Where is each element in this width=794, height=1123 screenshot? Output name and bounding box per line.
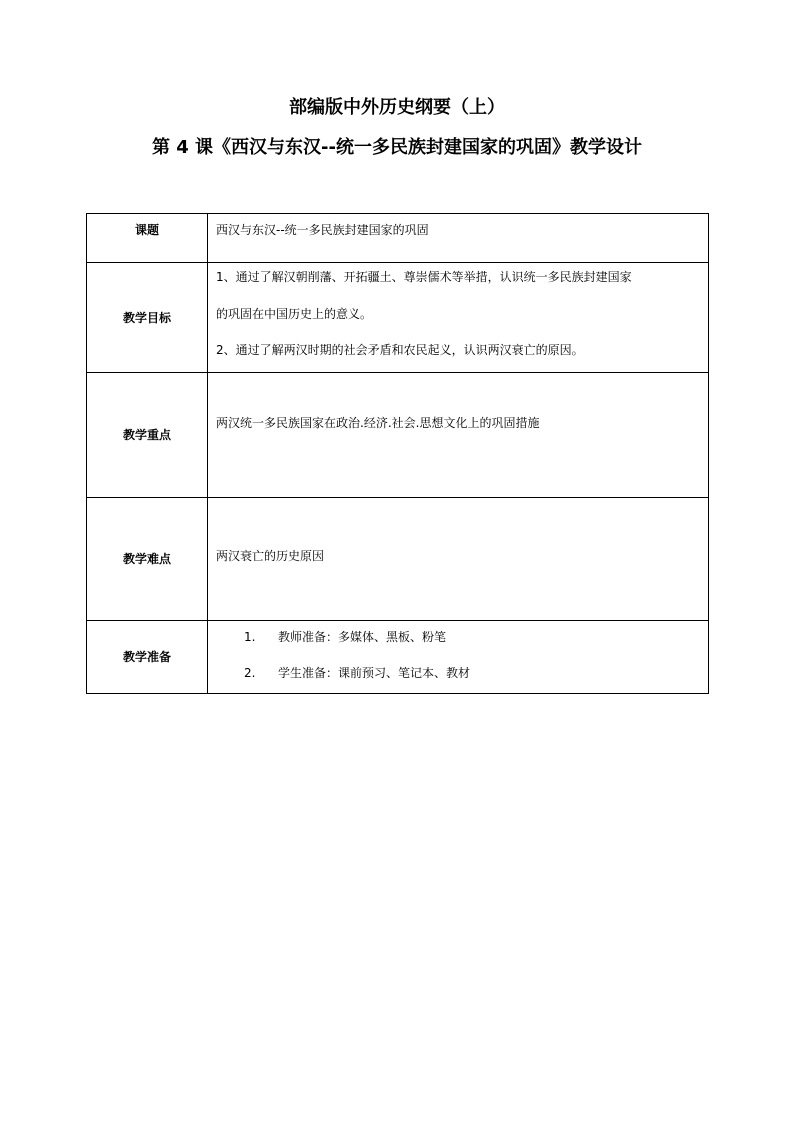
difficulties-label: 教学难点 bbox=[87, 498, 208, 621]
lesson-plan-table bbox=[86, 213, 709, 694]
list-item bbox=[216, 629, 702, 645]
goal-line-1: 1、通过了解汉朝削藩、开拓疆土、尊崇儒术等举措，认识统一多民族封建国家 bbox=[216, 270, 632, 284]
goals-label: 教学目标 bbox=[87, 263, 208, 373]
goal-line-2: 的巩固在中国历史上的意义。 bbox=[216, 307, 373, 321]
table-row-preparation bbox=[87, 621, 709, 694]
topic-label: 课题 bbox=[87, 214, 208, 263]
topic-value: 西汉与东汉--统一多民族封建国家的巩固 bbox=[208, 214, 709, 263]
list-item-text: 教师准备：多媒体、黑板、粉笔 bbox=[278, 630, 447, 644]
goal-line-3: 2、通过了解两汉时期的社会矛盾和农民起义，认识两汉衰亡的原因。 bbox=[216, 343, 584, 357]
table-row-topic bbox=[87, 214, 709, 263]
key-points-cell bbox=[208, 373, 709, 498]
difficulties-cell bbox=[208, 498, 709, 621]
key-points-value: 两汉统一多民族国家在政治.经济.社会.思想文化上的巩固措施 bbox=[216, 416, 540, 430]
preparation-label: 教学准备 bbox=[87, 621, 208, 694]
table-row-goals bbox=[87, 263, 709, 373]
table-row-key-points bbox=[87, 373, 709, 498]
list-item-text: 学生准备：课前预习、笔记本、教材 bbox=[278, 666, 471, 680]
list-item bbox=[216, 665, 702, 681]
goals-cell bbox=[208, 263, 709, 373]
difficulties-value: 两汉衰亡的历史原因 bbox=[216, 549, 325, 563]
key-points-label: 教学重点 bbox=[87, 373, 208, 498]
document-title: 部编版中外历史纲要（上） bbox=[289, 97, 505, 118]
table-row-difficulties bbox=[87, 498, 709, 621]
lesson-title: 第 4 课《西汉与东汉--统一多民族封建国家的巩固》教学设计 bbox=[152, 137, 642, 158]
list-item-number: 1. bbox=[244, 630, 256, 644]
list-item-number: 2. bbox=[244, 666, 256, 680]
preparation-cell bbox=[208, 621, 709, 694]
